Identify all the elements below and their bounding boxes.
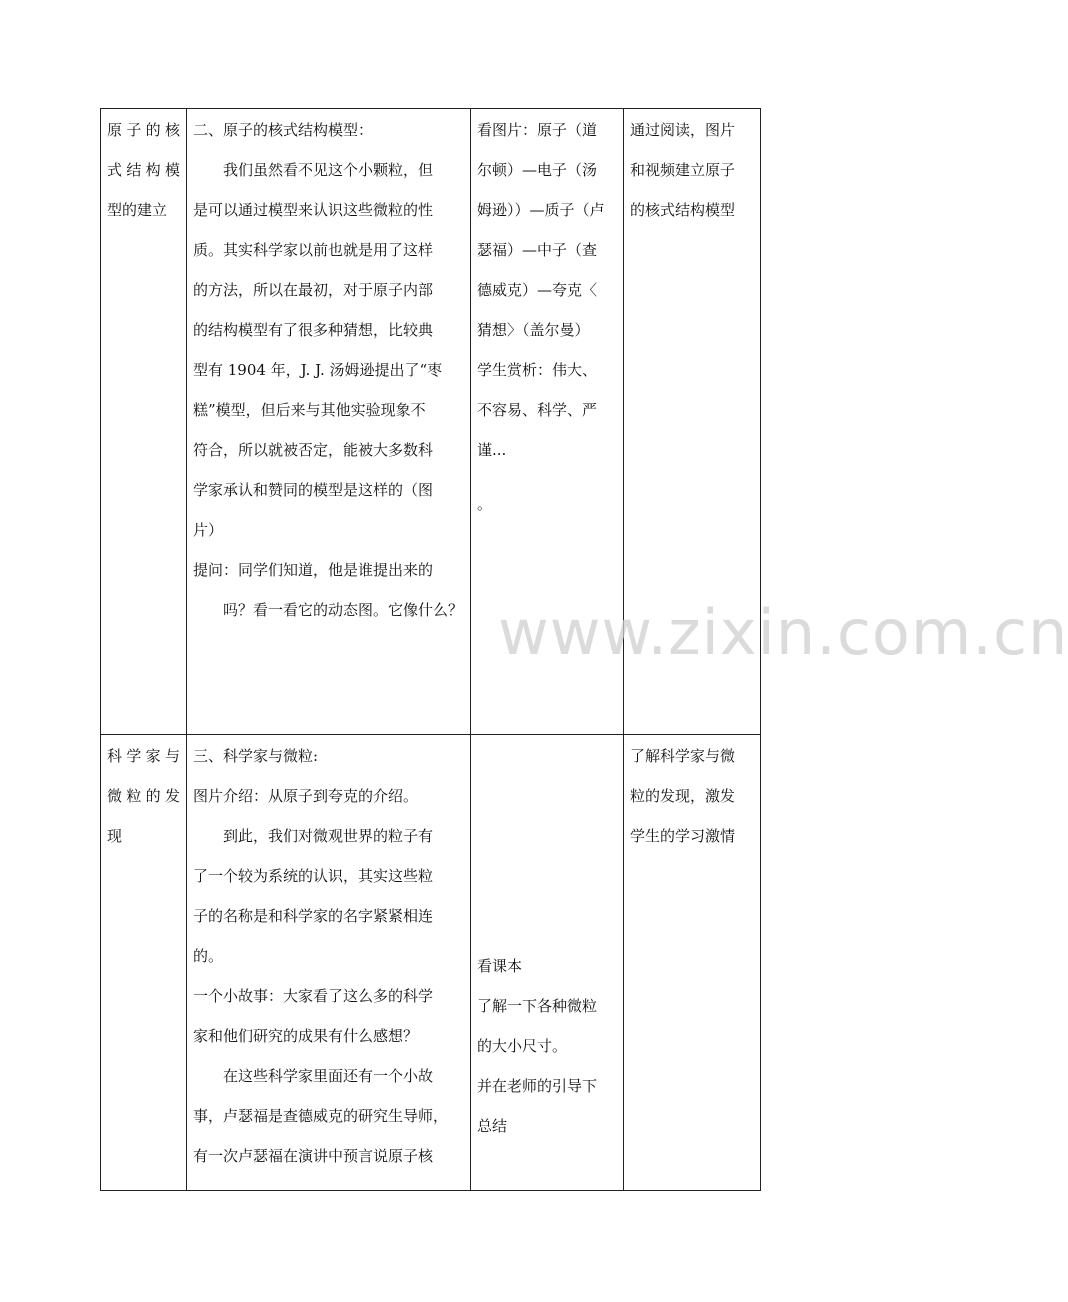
student-line: 尔顿）—电子（汤: [477, 161, 598, 179]
text-line: 是可以通过模型来认识这些微粒的性: [193, 201, 434, 219]
intent-line: 粒的发现，激发: [630, 787, 736, 805]
student-line: 德威克）—夸克〈: [477, 281, 598, 299]
text-line: 符合，所以就被否定，能被大多数科: [193, 441, 434, 459]
text-line: 我们虽然看不见这个小颗粒，但: [223, 161, 434, 179]
student-line: 了解一下各种微粒: [477, 997, 598, 1015]
text-line: 型有 1904 年，J. J. 汤姆逊提出了“枣: [193, 361, 443, 379]
intent-line: 和视频建立原子: [630, 161, 736, 179]
punctuation-mark: 。: [477, 495, 493, 513]
topic-line: 原子的核: [107, 121, 180, 139]
text-line: 学家承认和赞同的模型是这样的（图: [193, 481, 434, 499]
student-line: 并在老师的引导下: [477, 1077, 598, 1095]
student-activity-cell: [471, 735, 624, 1191]
student-line: 谨...: [477, 441, 507, 459]
intent-line: 了解科学家与微: [630, 747, 736, 765]
section-heading: 三、科学家与微粒:: [193, 747, 319, 765]
topic-line: 现: [107, 827, 123, 845]
table-row: [101, 109, 761, 735]
student-line: 的大小尺寸。: [477, 1037, 568, 1055]
student-line: 看图片：原子（道: [477, 121, 598, 139]
student-line: 瑟福）—中子（查: [477, 241, 598, 259]
intent-line: 的核式结构模型: [630, 201, 736, 219]
topic-cell: [101, 109, 187, 735]
student-line: 总结: [477, 1117, 508, 1135]
topic-line: 科学家与: [107, 747, 180, 765]
intent-line: 通过阅读，图片: [630, 121, 736, 139]
text-line: 有一次卢瑟福在演讲中预言说原子核: [193, 1147, 434, 1165]
text-line: 子的名称是和科学家的名字紧紧相连: [193, 907, 434, 925]
watermark: www.zixin.com.cn: [498, 596, 1068, 669]
topic-line: 式结构模: [107, 161, 180, 179]
student-line: 看课本: [477, 957, 523, 975]
text-line: 质。其实科学家以前也就是用了这样: [193, 241, 434, 259]
student-line: 猜想〉（盖尔曼）: [477, 321, 590, 339]
text-line: 了一个较为系统的认识，其实这些粒: [193, 867, 434, 885]
text-line: 的方法，所以在最初，对于原子内部: [193, 281, 434, 299]
story-line: 一个小故事：大家看了这么多的科学: [193, 987, 434, 1005]
topic-cell: [101, 735, 187, 1191]
lesson-plan-table: [100, 108, 761, 1191]
text-line: 的结构模型有了很多种猜想，比较典: [193, 321, 434, 339]
text-line: 片）: [193, 521, 224, 539]
spacer: [477, 470, 617, 484]
student-activity-cell: [471, 109, 624, 735]
topic-line: 微粒的发: [107, 787, 180, 805]
text-line: 在这些科学家里面还有一个小故: [223, 1067, 434, 1085]
question-line: 吗？看一看它的动态图。它像什么？: [223, 601, 464, 619]
text-line: 糕”模型，但后来与其他实验现象不: [193, 401, 426, 419]
text-line: 的。: [193, 947, 224, 965]
intro-line: 图片介绍：从原子到夸克的介绍。: [193, 787, 419, 805]
design-intent-cell: [624, 109, 761, 735]
student-line: 学生赏析：伟大、: [477, 361, 598, 379]
story-line: 家和他们研究的成果有什么感想？: [193, 1027, 419, 1045]
section-heading: 二、原子的核式结构模型：: [193, 121, 374, 139]
text-line: 事，卢瑟福是查德威克的研究生导师，: [193, 1107, 449, 1125]
teacher-activity-cell: [187, 109, 471, 735]
spacer: [477, 736, 617, 946]
student-line: 姆逊））—质子（卢: [477, 201, 605, 219]
student-line: 不容易、科学、严: [477, 401, 598, 419]
teacher-activity-cell: [187, 735, 471, 1191]
topic-line: 型的建立: [107, 201, 168, 219]
design-intent-cell: [624, 735, 761, 1191]
intent-line: 学生的学习激情: [630, 827, 736, 845]
table-row: [101, 735, 761, 1191]
question-line: 提问：同学们知道，他是谁提出来的: [193, 561, 434, 579]
text-line: 到此，我们对微观世界的粒子有: [223, 827, 434, 845]
